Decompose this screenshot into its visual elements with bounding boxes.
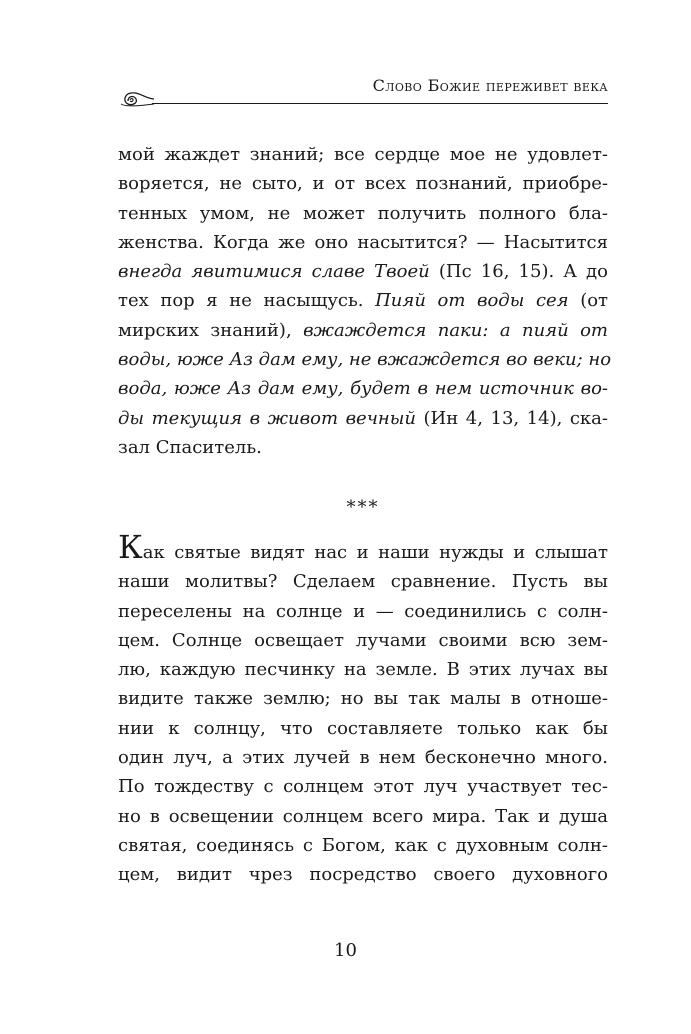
page-number: 10 [334,940,357,961]
text-line [118,597,608,626]
paragraph-1 [118,140,612,462]
text-line [118,567,608,596]
text-line [118,199,608,228]
text-segment: но в освещении солнцем всего мира. Так и душа [118,805,608,827]
text-line [118,655,608,684]
text-segment: мирских знаний), [118,319,304,341]
text-segment: переселены на солнце и — соединились с солн- [118,600,608,622]
text-segment: святая, соединясь с Богом, как с духовным солн- [118,834,608,856]
text-line [118,528,608,567]
text-line [118,626,608,655]
header-rule [152,103,608,104]
text-line [118,140,608,169]
text-line [118,404,608,433]
italic-quote: вжаждется паки: а пияй от [303,319,608,341]
italic-quote: внегда явитимися славе Твоей [118,261,430,283]
text-line [118,169,608,198]
text-line [118,684,608,713]
drop-cap: К [118,528,143,566]
text-line [118,860,608,889]
text-segment: ак святые видят нас и наши нужды и слышат [142,542,608,563]
text-line [118,316,608,345]
text-segment: По тождеству с солнцем этот луч участвует тес- [118,776,608,798]
section-separator: *** [346,497,380,518]
paragraph-2 [118,528,608,890]
italic-quote: ды текущия в живот вечный [118,407,416,429]
italic-quote: Пияй от воды сея [375,290,569,312]
text-line [118,228,608,257]
text-line [118,802,608,831]
running-header [118,72,608,112]
text-line [118,714,608,743]
text-segment: тенных умом, не может получить полного бла- [118,202,608,224]
italic-quote: вода, юже Аз дам ему, будет в нем источник во- [118,378,608,400]
header-title: Слово Божие переживет века [372,76,608,95]
text-line [118,374,608,403]
text-line [118,257,608,286]
text-segment: один луч, а этих лучей в нем бесконечно много. [118,747,608,769]
text-segment: (от [568,290,609,312]
text-segment: (Ин 4, 13, 14), ска- [416,407,608,429]
text-segment: нии к солнцу, что составляете только как бы [118,717,608,739]
text-segment: мой жаждет знаний; все сердце мое не удовлет- [118,144,608,165]
text-line [118,433,608,462]
text-line [118,286,608,315]
italic-quote: воды, юже Аз дам ему, не вжаждется во веки; но [118,349,612,371]
text-line [118,743,608,772]
text-line [118,772,608,801]
text-segment: (Пс 16, 15). А до [429,261,608,283]
text-line [118,345,612,374]
text-segment: тех пор я не насыщусь. [118,290,376,312]
text-line [118,831,608,860]
text-segment: наши молитвы? Сделаем сравнение. Пусть вы [118,571,608,593]
ornament-icon [118,88,158,110]
text-segment: цем, видит чрез посредство своего духовного [118,864,608,886]
text-segment: воряется, не сыто, и от всех познаний, приобре- [118,173,608,195]
text-segment: лю, каждую песчинку на земле. В этих лучах вы [118,659,608,681]
text-segment: видите также землю; но вы так малы в отноше- [118,688,608,710]
text-segment: женства. Когда же оно насытится? — Насытится [118,231,608,253]
text-segment: цем. Солнце освещает лучами своими всю зем- [118,629,608,651]
text-segment: зал Спаситель. [118,436,262,458]
